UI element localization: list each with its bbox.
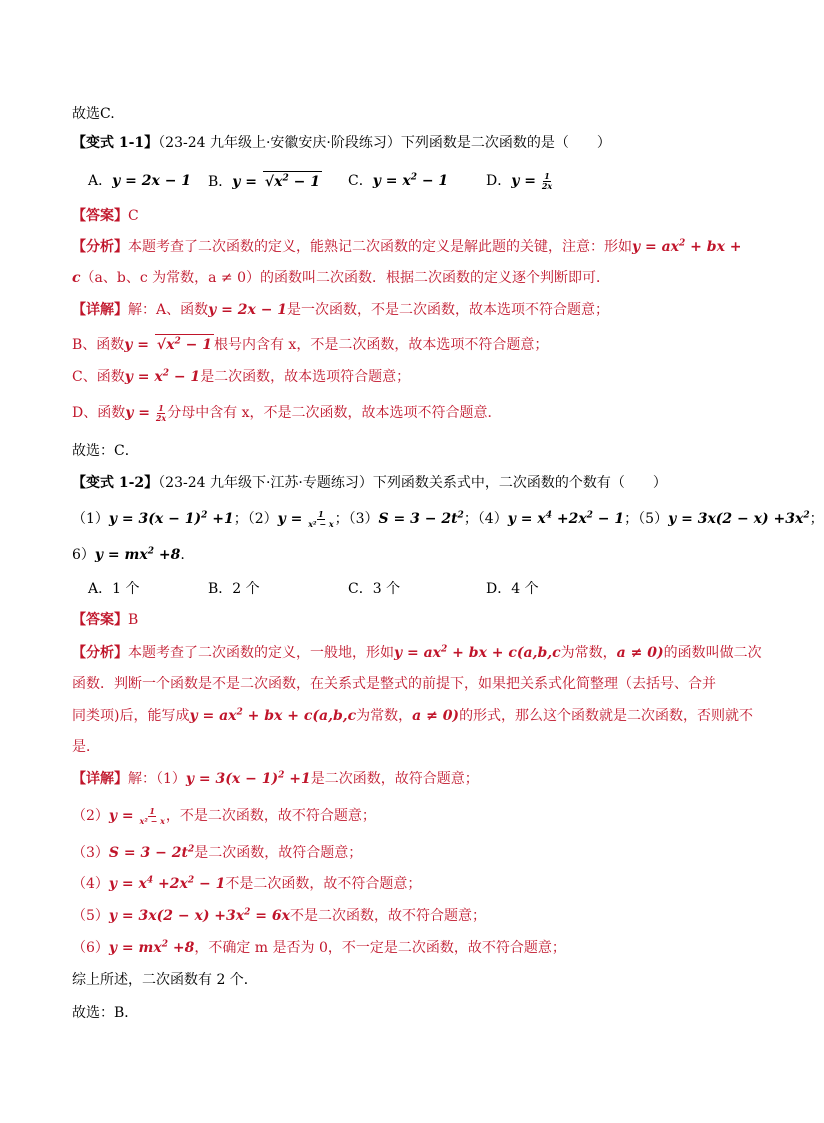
option-c: C．3 个: [348, 581, 401, 597]
item-num: （4）: [72, 876, 109, 892]
analysis-1-2-line3: 同类项)后，能写成$y = ax^2$ + bx + c(a,b,c为常数，a ≠ 0)的形式，那么这个函数就是二次函数，否则就不: [72, 707, 754, 724]
question-tag: 【变式 1-1】: [72, 135, 159, 151]
detail-text: B、函数: [72, 337, 125, 353]
numerator: 1: [158, 402, 164, 413]
formula-rest: + bx + c(a,b,c: [447, 645, 561, 661]
item-num: ；（5）: [624, 511, 669, 527]
detail-1-2-line2: [72, 806, 734, 826]
option-d: D．4 个: [486, 581, 539, 597]
detail-1-2-line6: $(6)y = mx^2 +8$，不确定 m 是否为 0，不一定是二次函数，故不符合题意；: [72, 939, 566, 956]
formula: S = 3 − 2t: [378, 511, 458, 527]
detail-1-2-line5: $(5)y = 3x(2 - x) +3x^2 = 6x$不是二次函数，故不符合题意；: [72, 907, 486, 924]
item-num: ；（4）: [463, 511, 508, 527]
detail-1-2-line4: $(4)y = x^4 +2x^2 - 1$不是二次函数，故不符合题意；: [72, 875, 422, 892]
formula: y =: [277, 511, 308, 527]
analysis-text: 为常数，: [560, 645, 617, 661]
numerator: 1: [318, 508, 324, 519]
detail-1-1-line4: [72, 403, 734, 423]
option-label: B．: [208, 174, 233, 190]
question-text: （23-24 九年级下·江苏·专题练习）下列函数关系式中，二次函数的个数有（ ）: [158, 475, 667, 491]
option-formula: y =: [511, 173, 541, 189]
selection-text: 故选：C．: [72, 443, 139, 459]
analysis-1-2-line2: [72, 674, 734, 694]
item-num: （5）: [72, 908, 109, 924]
option-label: D．: [486, 173, 512, 189]
selection-1-2: [72, 1003, 734, 1023]
detail-1-2-line1: 【详解】解：$(1)y = 3(x - 1)^2 +1$是二次函数，故符合题意；: [72, 770, 479, 787]
detail-text: 解：（1）: [128, 771, 186, 787]
formula-rest: +1: [207, 511, 234, 527]
formula: y = 3(x − 1): [185, 771, 279, 787]
selection-1-1: [72, 441, 734, 461]
analysis-text: 函数．判断一个函数是不是二次函数，在关系式是整式的前提下，如果把关系式化简整理（去括号、合并: [72, 676, 716, 692]
option-c: C．$y = x^2 - 1$: [348, 172, 449, 189]
detail-text: C、函数: [72, 369, 125, 385]
text: .: [110, 106, 115, 122]
detail-text: 是二次函数，故符合题意；: [310, 771, 479, 787]
formula: y = x: [108, 876, 147, 892]
formula: y =: [108, 808, 139, 824]
option-formula-rest: − 1: [416, 173, 449, 189]
formula: y = ax: [189, 708, 237, 724]
formula: y = x: [124, 369, 163, 385]
detail-1-1-line2: [72, 334, 734, 355]
detail-text: 是二次函数，故符合题意；: [194, 845, 363, 861]
item-num: （6）: [72, 940, 109, 956]
formula: y = mx: [94, 547, 148, 563]
detail-text: 是一次函数，不是二次函数，故本选项不符合题意；: [287, 302, 610, 318]
radicand-rest: − 1: [180, 337, 212, 353]
denominator: 2x: [155, 412, 167, 423]
formula: c: [72, 270, 81, 286]
analysis-text: 是．: [72, 739, 100, 755]
detail-text: 分母中含有 x，不是二次函数，故本选项不符合题意．: [167, 405, 502, 421]
formula: y = ax: [394, 645, 442, 661]
detail-tag: 【详解】: [72, 302, 128, 318]
conclusion-line: [72, 104, 734, 124]
detail-text: D、函数: [72, 405, 126, 421]
option-label: C．: [348, 173, 373, 189]
radicand-rest: − 1: [288, 174, 320, 190]
option-a: A．1 个: [88, 581, 140, 597]
separator: .: [180, 547, 185, 563]
analysis-tag: 【分析】: [72, 239, 128, 255]
separator: ；: [809, 511, 824, 527]
option-a: [88, 171, 191, 191]
formula-rest: +2x: [153, 876, 188, 892]
detail-text: ，不确定 m 是否为 0，不一定是二次函数，故不符合题意；: [194, 940, 566, 956]
formula: y = 3x(2 − x) +3x: [108, 908, 245, 924]
detail-text: ，不是二次函数，故不符合题意；: [165, 808, 376, 824]
option-d: [486, 171, 553, 191]
text: C: [100, 106, 111, 122]
option-formula: y = 2x − 1: [112, 173, 192, 189]
analysis-text: 本题考查了二次函数的定义，一般地，形如: [128, 645, 394, 661]
formula: a ≠ 0): [616, 645, 664, 661]
item-num: 6）: [72, 547, 95, 563]
question-1-2-items: $(1)y = 3(x - 1)^2 +1$；（2）y = $\frac{1}{\text{x² − x}}$ ；$(3)S = 3 - 2t^2$；$(4)y = x^4 +2x^2 - 1$；$(5)y = 3x(2 - x) +3x^2$；: [72, 508, 824, 529]
answer-1-2: [72, 610, 734, 630]
radicand: x: [274, 174, 283, 190]
detail-text: 不是二次函数，故不符合题意；: [225, 876, 422, 892]
analysis-text: （a、b、c 为常数，a ≠ 0）的函数叫二次函数．根据二次函数的定义逐个判断即可．: [80, 270, 611, 286]
denominator: x² − x: [139, 815, 165, 826]
fraction: [308, 510, 333, 529]
option-b: [208, 171, 322, 192]
formula-rest: +8: [167, 940, 195, 956]
question-tag: 【变式 1-2】: [72, 475, 159, 491]
numerator: 1: [544, 170, 550, 181]
analysis-tag: 【分析】: [72, 645, 128, 661]
formula: y = 3(x − 1): [108, 511, 202, 527]
option-b: B．2 个: [208, 581, 260, 597]
analysis-1-1-line1: 【分析】本题考查了二次函数的定义，能熟记二次函数的定义是解此题的关键，注意：形如$y = ax^2$ + bx +: [72, 238, 742, 255]
detail-1-1-line1: [72, 300, 734, 320]
detail-1-1-line3: C、函数$y = x^2 - 1$是二次函数，故本选项符合题意；: [72, 368, 411, 385]
formula-rest: = 6x: [250, 908, 290, 924]
formula-rest: +1: [284, 771, 311, 787]
formula: a ≠ 0): [412, 708, 460, 724]
formula-rest: + bx + c(a,b,c: [242, 708, 357, 724]
formula-rest: + bx +: [685, 239, 742, 255]
text: 故选: [72, 106, 100, 122]
numerator: 1: [149, 805, 155, 816]
answer-tag: 【答案】: [72, 208, 128, 224]
formula: y = 3x(2 − x) +3x: [668, 511, 804, 527]
selection-text: 故选：B．: [72, 1005, 139, 1021]
item-num: ；（3）: [334, 511, 379, 527]
formula-rest: − 1: [168, 369, 201, 385]
summary-text: 综上所述，二次函数有 2 个．: [72, 972, 258, 988]
analysis-text: 的函数叫做二次: [663, 645, 762, 661]
option-formula: y = x: [372, 173, 411, 189]
item-num: （1）: [72, 511, 109, 527]
question-text: （23-24 九年级上·安徽安庆·阶段练习）下列函数是二次函数的是（ ）: [158, 135, 611, 151]
radicand: x: [166, 337, 175, 353]
item-num: （2）: [72, 808, 109, 824]
formula: S = 3 − 2t: [108, 845, 188, 861]
question-1-1: [72, 133, 734, 153]
fraction: [156, 404, 166, 423]
answer-value: C: [128, 208, 139, 224]
detail-1-2-line3: $(3)S = 3 - 2t^2$是二次函数，故符合题意；: [72, 844, 363, 861]
sqrt-symbol: $√x^2 - 1$: [263, 171, 322, 192]
denominator: x² − x: [308, 518, 334, 529]
item-num: （3）: [72, 845, 109, 861]
sqrt-symbol: $√x^2 - 1$: [155, 334, 214, 355]
answer-tag: 【答案】: [72, 612, 128, 628]
analysis-text: 本题考查了二次函数的定义，能熟记二次函数的定义是解此题的关键，注意：形如: [128, 239, 632, 255]
detail-text: 是二次函数，故本选项符合题意；: [200, 369, 411, 385]
analysis-text: 同类项)后，能写成: [72, 708, 190, 724]
analysis-text: 为常数，: [356, 708, 413, 724]
formula: y =: [124, 337, 154, 353]
detail-tag: 【详解】: [72, 771, 128, 787]
formula: y = x: [507, 511, 546, 527]
option-label: A．: [88, 173, 113, 189]
denominator: 2x: [541, 180, 553, 191]
formula: y =: [125, 405, 155, 421]
detail-text: 解：A、函数: [128, 302, 209, 318]
fraction: [140, 807, 165, 826]
analysis-text: 的形式，那么这个函数就是二次函数，否则就不: [459, 708, 754, 724]
formula-rest: − 1: [592, 511, 625, 527]
formula: y = ax: [632, 239, 680, 255]
formula: y = 2x − 1: [208, 302, 288, 318]
question-1-2: [72, 473, 734, 493]
question-1-2-items-2: $6)y = mx^2 +8$.: [72, 546, 185, 563]
detail-text: 不是二次函数，故不符合题意；: [289, 908, 486, 924]
fraction: [542, 172, 552, 191]
analysis-1-1-line2: [72, 268, 734, 288]
detail-text: 根号内含有 x，不是二次函数，故本选项不符合题意；: [213, 337, 549, 353]
detail-1-2-summary: [72, 970, 734, 990]
formula: y = mx: [108, 940, 162, 956]
formula-rest: +8: [153, 547, 181, 563]
item-num: ；（2）: [233, 511, 278, 527]
analysis-1-2-line4: [72, 737, 734, 757]
answer-1-1: [72, 206, 734, 226]
analysis-1-2-line1: 【分析】本题考查了二次函数的定义，一般地，形如$y = ax^2$ + bx + c(a,b,c为常数，a ≠ 0)的函数叫做二次: [72, 644, 762, 661]
formula-rest: +2x: [551, 511, 587, 527]
answer-value: B: [128, 612, 139, 628]
formula-rest: − 1: [194, 876, 226, 892]
option-formula: y =: [232, 174, 262, 190]
